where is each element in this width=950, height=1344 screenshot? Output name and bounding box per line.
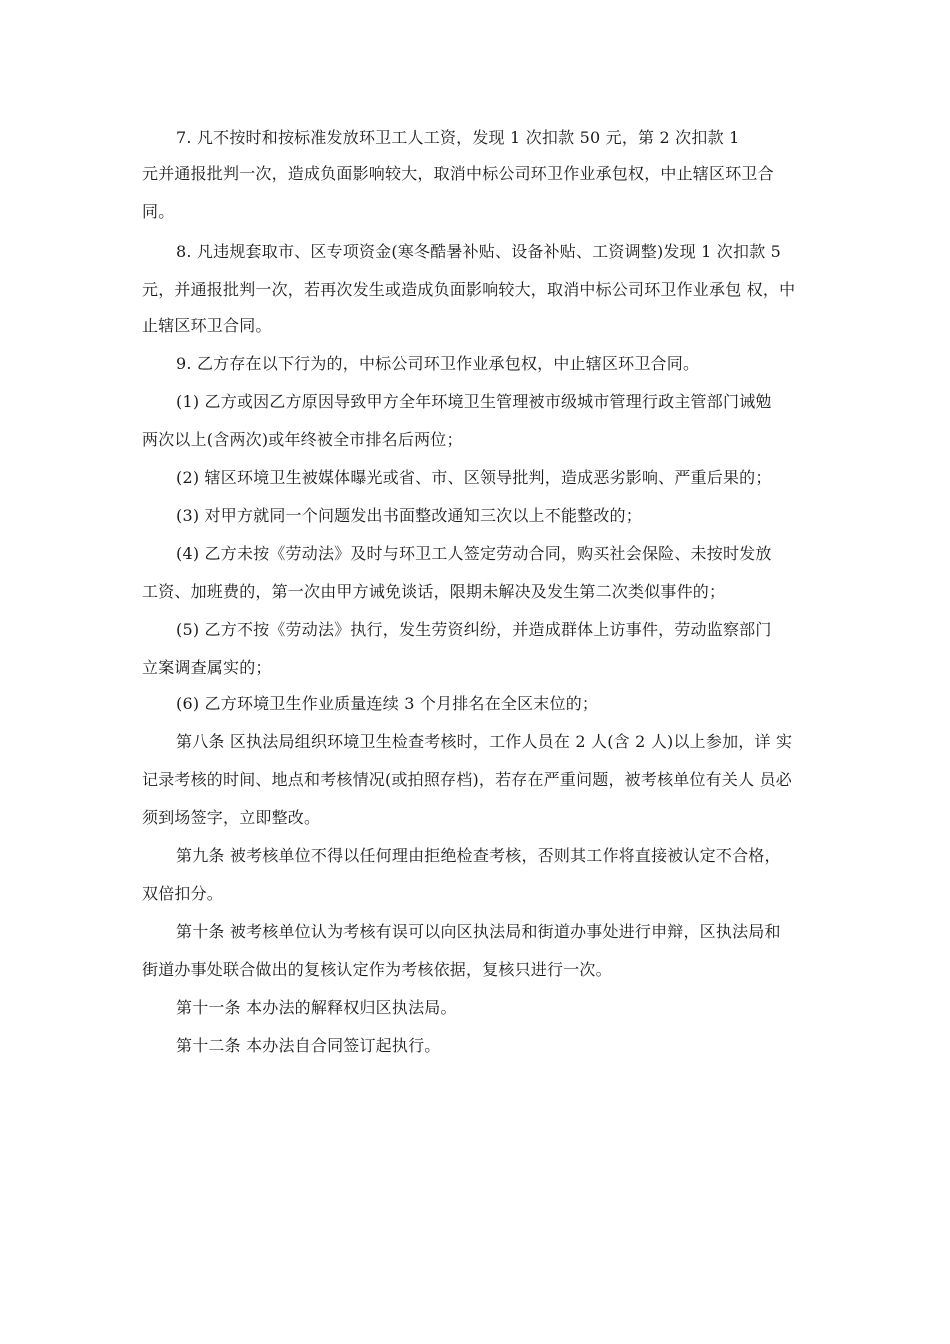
article-9-line-1: 第九条 被考核单位不得以任何理由拒绝检查考核，否则其工作将直接被认定不合格， (176, 846, 781, 865)
item-3: (3) 对甲方就同一个问题发出书面整改通知三次以上不能整改的； (176, 506, 642, 525)
article-10-line-2: 街道办事处联合做出的复核认定作为考核依据，复核只进行一次。 (142, 960, 612, 979)
article-9-line-2: 双倍扣分。 (142, 884, 224, 903)
paragraph-7-line-1: 7. 凡不按时和按标准发放环卫工人工资，发现 1 次扣款 50 元，第 2 次扣款 1 (176, 128, 740, 147)
paragraph-7-line-3: 同。 (142, 202, 175, 221)
article-8-line-2: 记录考核的时间、地点和考核情况(或拍照存档)，若存在严重问题，被考核单位有关人 员必 (142, 770, 792, 789)
paragraph-8-line-3: 止辖区环卫合同。 (142, 316, 272, 335)
item-1-line-2: 两次以上(含两次)或年终被全市排名后两位； (142, 430, 463, 449)
paragraph-7-line-2: 元并通报批判一次，造成负面影响较大，取消中标公司环卫作业承包权，中止辖区环卫合 (142, 164, 774, 183)
item-4-line-1: (4) 乙方未按《劳动法》及时与环卫工人签定劳动合同，购买社会保险、未按时发放 (176, 544, 772, 563)
paragraph-8-line-2: 元，并通报批判一次，若再次发生或造成负面影响较大，取消中标公司环卫作业承包 权，中 (142, 280, 796, 299)
item-2: (2) 辖区环境卫生被媒体曝光或省、市、区领导批判，造成恶劣影响、严重后果的； (176, 468, 772, 487)
item-6: (6) 乙方环境卫生作业质量连续 3 个月排名在全区末位的； (176, 694, 599, 713)
paragraph-9: 9. 乙方存在以下行为的，中标公司环卫作业承包权，中止辖区环卫合同。 (176, 354, 700, 373)
article-12: 第十二条 本办法自合同签订起执行。 (176, 1036, 441, 1055)
item-5-line-2: 立案调查属实的； (142, 658, 272, 677)
article-11: 第十一条 本办法的解释权归区执法局。 (176, 998, 457, 1017)
article-8-line-1: 第八条 区执法局组织环境卫生检查考核时，工作人员在 2 人(含 2 人)以上参加，详 实 (176, 732, 793, 751)
article-8-line-3: 须到场签字，立即整改。 (142, 808, 321, 827)
item-1-line-1: (1) 乙方或因乙方原因导致甲方全年环境卫生管理被市级城市管理行政主管部门诫勉 (176, 392, 772, 411)
item-5-line-1: (5) 乙方不按《劳动法》执行，发生劳资纠纷，并造成群体上访事件，劳动监察部门 (176, 620, 772, 639)
paragraph-8-line-1: 8. 凡违规套取市、区专项资金(寒冬酷暑补贴、设备补贴、工资调整)发现 1 次扣款 5 (176, 242, 782, 261)
item-4-line-2: 工资、加班费的，第一次由甲方诫免谈话，限期未解决及发生第二次类似事件的； (142, 582, 726, 601)
article-10-line-1: 第十条 被考核单位认为考核有误可以向区执法局和街道办事处进行申辩，区执法局和 (176, 922, 781, 941)
